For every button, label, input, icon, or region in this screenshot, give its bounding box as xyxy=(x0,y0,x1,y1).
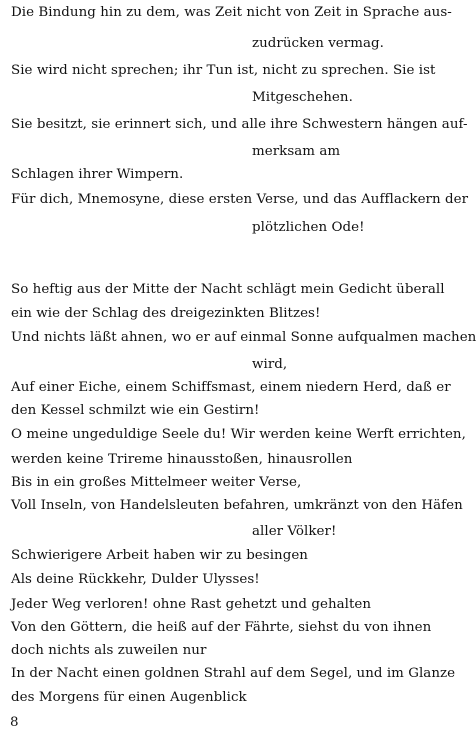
poem-line-continuation: aller Völker! xyxy=(252,524,337,539)
poem-line: Sie besitzt, sie erinnert sich, und alle ihre Schwestern hängen auf- xyxy=(11,117,468,132)
poem-line: doch nichts als zuweilen nur xyxy=(11,643,207,658)
poem-line: Sie wird nicht sprechen; ihr Tun ist, nicht zu sprechen. Sie ist xyxy=(11,63,436,78)
poem-line-continuation: zudrücken vermag. xyxy=(252,36,384,51)
poem-line: des Morgens für einen Augenblick xyxy=(11,690,247,705)
poem-line: Auf einer Eiche, einem Schiffsmast, einem niedern Herd, daß er xyxy=(11,380,451,395)
poem-line-continuation: plötzlichen Ode! xyxy=(252,220,365,235)
poem-line: werden keine Trireme hinausstoßen, hinausrollen xyxy=(11,452,353,467)
poem-line: Von den Göttern, die heiß auf der Fährte, siehst du von ihnen xyxy=(11,620,432,635)
poem-line-continuation: merksam am xyxy=(252,144,341,159)
poem-line: Bis in ein großes Mittelmeer weiter Verse, xyxy=(11,475,302,490)
poem-line: O meine ungeduldige Seele du! Wir werden keine Werft errichten, xyxy=(11,427,466,442)
poem-line: Als deine Rückkehr, Dulder Ulysses! xyxy=(11,572,260,587)
poem-line: Die Bindung hin zu dem, was Zeit nicht von Zeit in Sprache aus- xyxy=(11,5,452,20)
poem-line: So heftig aus der Mitte der Nacht schlägt mein Gedicht überall xyxy=(11,282,445,297)
poem-line-continuation: wird, xyxy=(252,357,288,372)
poem-line: den Kessel schmilzt wie ein Gestirn! xyxy=(11,403,260,418)
poem-line: Voll Inseln, von Handelsleuten befahren, umkränzt von den Häfen xyxy=(11,498,463,513)
poem-line: Schlagen ihrer Wimpern. xyxy=(11,167,184,182)
poem-line: Für dich, Mnemosyne, diese ersten Verse, und das Aufflackern der xyxy=(11,192,469,207)
poem-line: Schwierigere Arbeit haben wir zu besingen xyxy=(11,548,308,563)
poem-line: Und nichts läßt ahnen, wo er auf einmal Sonne aufqualmen machen xyxy=(11,330,476,345)
poem-line-continuation: Mitgeschehen. xyxy=(252,90,353,105)
poem-line: ein wie der Schlag des dreigezinkten Blitzes! xyxy=(11,306,321,321)
poem-line: Jeder Weg verloren! ohne Rast gehetzt und gehalten xyxy=(11,597,372,612)
poem-line: In der Nacht einen goldnen Strahl auf dem Segel, und im Glanze xyxy=(11,666,456,681)
page-number: 8 xyxy=(10,715,19,730)
